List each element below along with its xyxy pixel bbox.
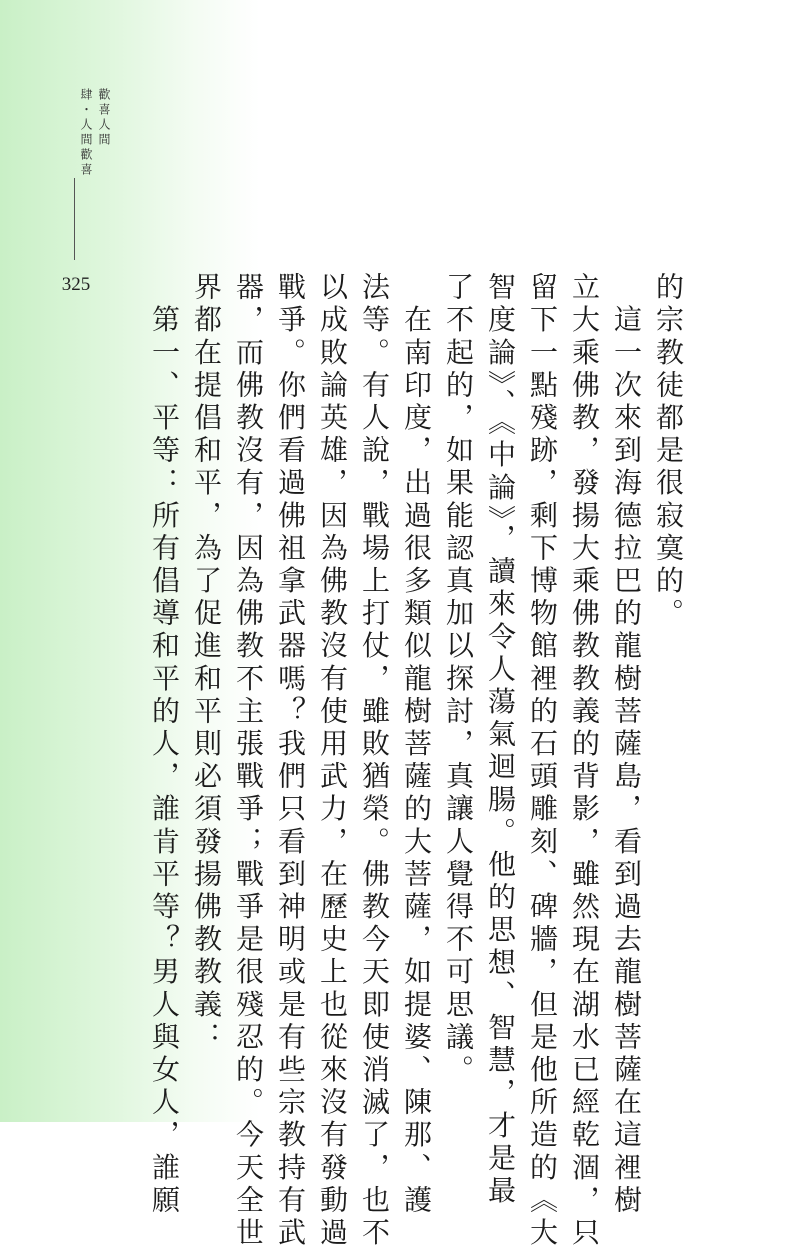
header-divider xyxy=(74,178,75,260)
body-text-line: 的宗教徒都是很寂寞的。 xyxy=(652,272,685,631)
running-header-chapter-title: 肆・人間歡喜 xyxy=(79,88,93,178)
body-text-line: 智度論》、《中論》，讀來令人蕩氣迴腸。他的思想、智慧，才是最 xyxy=(484,272,517,1208)
body-text-line: 在南印度，出過很多類似龍樹菩薩的大菩薩，如提婆、陳那、護 xyxy=(400,272,433,1218)
running-header-book-title: 歡喜人間 xyxy=(97,88,111,148)
body-text-line: 第一、平等：所有倡導和平的人，誰肯平等？男人與女人，誰願 xyxy=(148,272,181,1218)
body-text-line: 以成敗論英雄，因為佛教沒有使用武力，在歷史上也從來沒有發動過 xyxy=(316,272,349,1250)
body-text-line: 留下一點殘跡，剩下博物館裡的石頭雕刻、碑牆，但是他所造的《大 xyxy=(526,272,559,1250)
body-text-line: 界都在提倡和平，為了促進和平則必須發揚佛教教義： xyxy=(190,272,223,1055)
body-text-line: 戰爭。你們看過佛祖拿武器嗎？我們只看到神明或是有些宗教持有武 xyxy=(274,272,307,1250)
body-text-line: 了不起的，如果能認真加以探討，真讓人覺得不可思議。 xyxy=(442,272,475,1087)
page-number: 325 xyxy=(61,274,91,295)
body-text-line: 法等。有人說，戰場上打仗，雖敗猶榮。佛教今天即使消滅了，也不 xyxy=(358,272,391,1250)
body-text-line: 這一次來到海德拉巴的龍樹菩薩島，看到過去龍樹菩薩在這裡樹 xyxy=(610,272,643,1218)
body-text-line: 立大乘佛教，發揚大乘佛教教義的背影，雖然現在湖水已經乾涸，只 xyxy=(568,272,601,1250)
body-text-line: 器，而佛教沒有，因為佛教不主張戰爭；戰爭是很殘忍的。今天全世 xyxy=(232,272,265,1250)
